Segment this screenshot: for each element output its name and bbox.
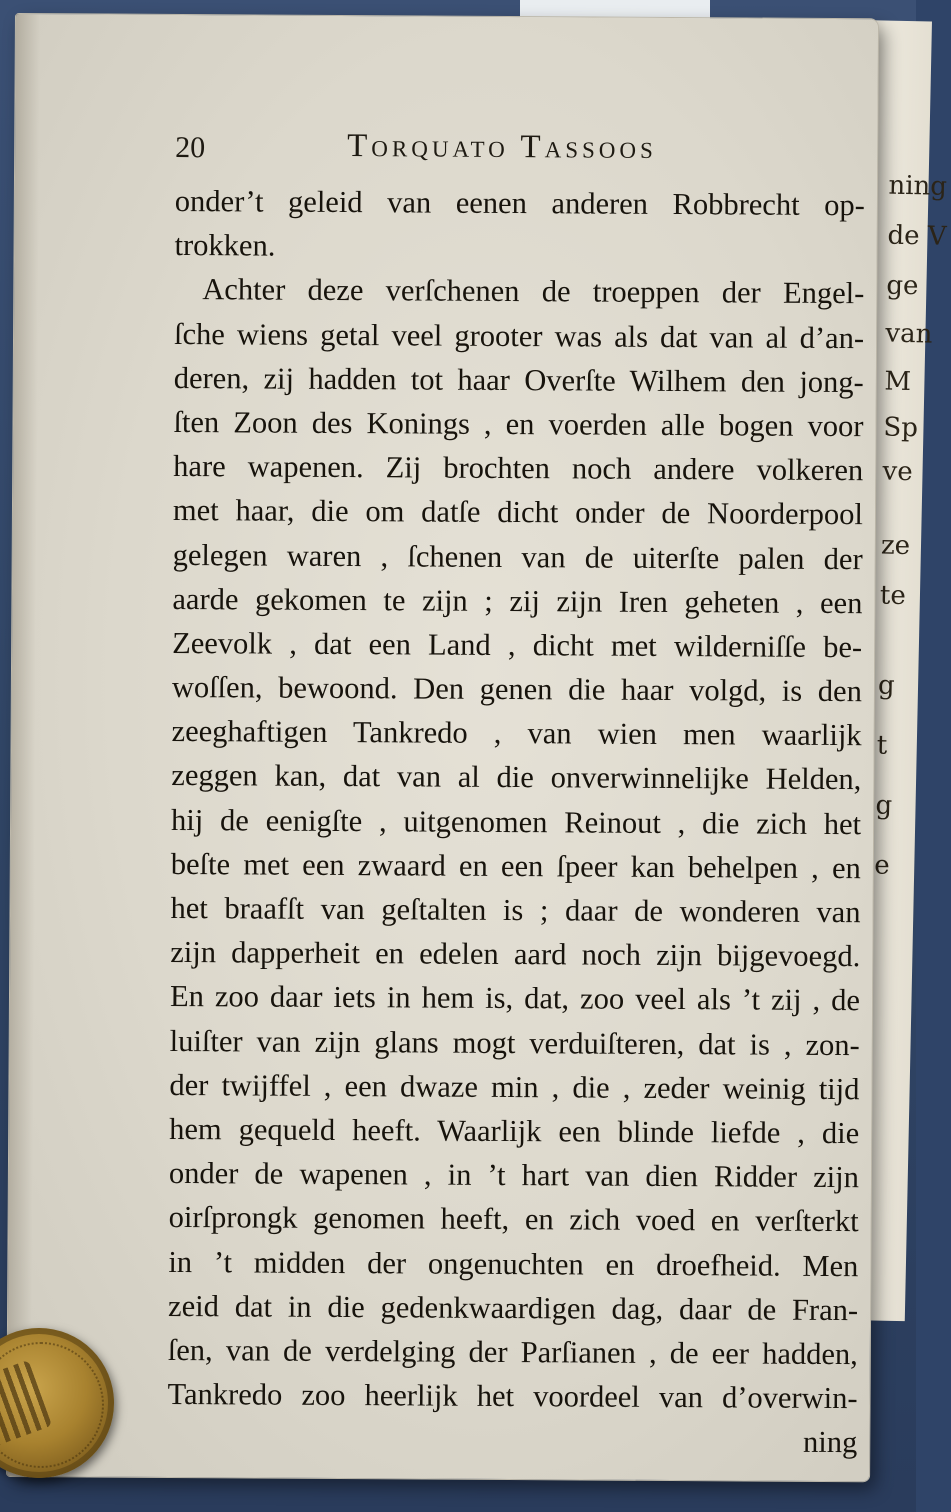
running-title: Torquato Tassoos [347,128,657,166]
text-line: onder’t geleid van eenen anderen Robbrecht op- [174,183,865,223]
text-line: onder de wapenen , in ’t hart van dien Ridder zijn [168,1156,860,1195]
text-line: zeeghaftigen Tankredo , van wien men waarlijk [171,714,862,753]
facing-page-fragment: ze [880,530,911,562]
facing-page-fragment: ge [886,270,919,302]
text-line: Achter deze verſchenen de troeppen der Engel- [202,272,865,311]
page-number: 20 [175,130,206,165]
body-text [167,179,865,1465]
facing-page-fragment: Sp [883,412,919,444]
text-line: gelegen waren , ſchenen van de uiterſte palen der [172,537,863,576]
facing-page-fragment: te [879,580,907,612]
text-line: der twijffel , een dwaze min , die , zeder weinig tijd [169,1067,860,1106]
text-line: hare wapenen. Zij brochten noch andere volkeren [173,449,864,488]
text-line: het braafſt van geſtalten is ; daar de wonderen van [170,890,861,930]
facing-page-fragment: g [877,670,896,701]
text-line: zeggen kan, dat van al die onverwinnelijke Helden, [171,758,862,797]
text-line: trokken. [174,228,276,263]
facing-page-fragment: t [876,730,888,761]
text-line: ſen, van de verdelging der Parſianen , de eer hadden, [167,1332,858,1372]
text-line: met haar, die om datſe dicht onder de Noorderpool [172,493,864,532]
book-page [7,14,878,1481]
text-line: Tankredo zoo heerlijk het voordeel van d’overwin- [167,1377,858,1416]
facing-page-fragment: de V [887,220,947,252]
coin-relief [0,1360,52,1446]
text-line: zeid dat in die gedenkwaardigen dag, daar de Fran- [168,1288,859,1327]
text-line: woſſen, bewoond. Den genen die haar volgd, is den [171,670,862,709]
facing-page-fragment: M [884,366,912,398]
text-line: luiſter van zijn glans mogt verduiſteren, dat is , zon- [169,1023,860,1062]
text-line: deren, zij hadden tot haar Overſte Wilhem den jong- [173,360,864,399]
text-line: ſche wiens getal veel grooter was als dat van al d’an- [173,316,865,355]
running-head [175,123,795,175]
text-line: Zeevolk , dat een Land , dicht met wilderniſſe be- [172,625,863,665]
text-line: zijn dapperheit en edelen aard noch zijn bijgevoegd. [170,935,861,974]
catchword: ning [802,1425,858,1460]
text-line: in ’t midden der ongenuchten en droefheid. Men [168,1244,859,1283]
facing-page-fragment: e [873,850,890,881]
facing-page-fragment: ve [882,456,913,488]
text-line: aarde gekomen te zijn ; zij zijn Iren geheten , een [172,581,863,620]
text-line: oirſprongk genomen heeft, en zich voed en verſterkt [168,1200,859,1239]
facing-page-fragment: g [875,790,893,821]
text-line: ſten Zoon des Konings , en voerden alle bogen voor [173,404,864,444]
facing-page-fragment: ning [888,170,948,202]
text-line: beſte met een zwaard en een ſpeer kan behelpen , en [170,846,861,885]
text-line: hij de eenigſte , uitgenomen Reinout , die zich het [170,802,862,841]
facing-page-fragment: van [885,318,933,350]
text-line: hem gequeld heeft. Waarlijk een blinde liefde , die [169,1111,860,1151]
text-line: En zoo daar iets in hem is, dat, zoo veel als ’t zij , de [169,979,861,1018]
